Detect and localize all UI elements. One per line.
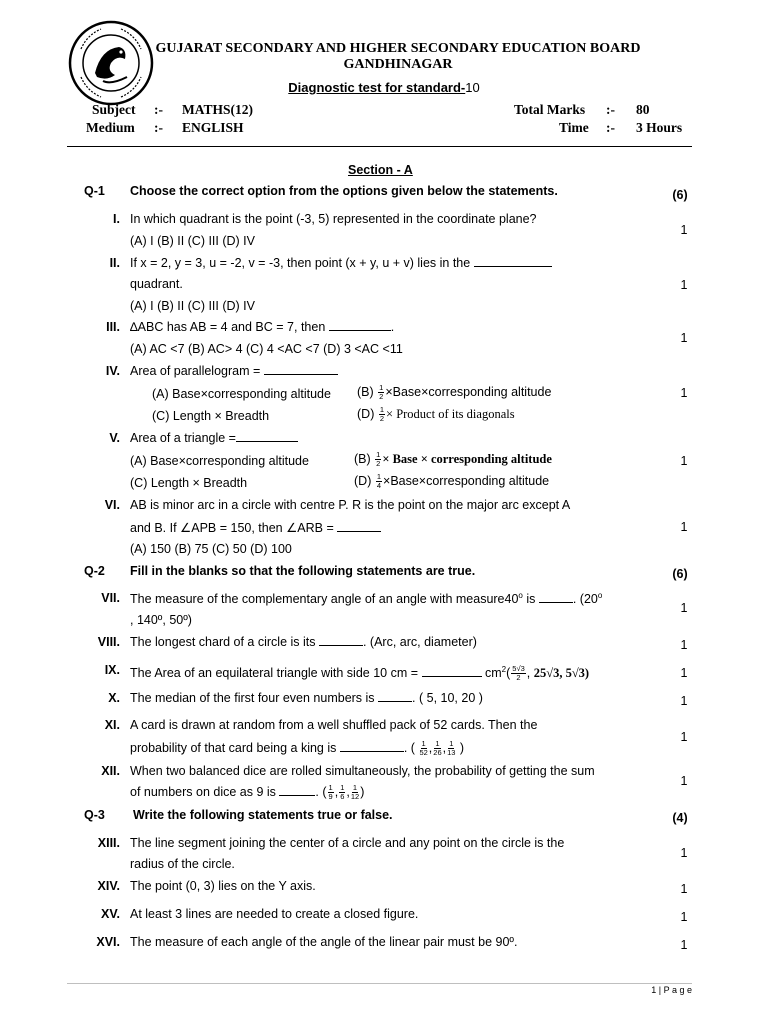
medium-value: ENGLISH <box>182 120 244 135</box>
item-text: When two balanced dice are rolled simultaneously, the probability of getting the sum <box>130 764 595 778</box>
q2-instruction: Fill in the blanks so that the following statements are true. <box>130 564 476 578</box>
answer-blank <box>378 691 412 702</box>
answer-blank <box>539 592 573 603</box>
time-value: 3 Hours <box>636 120 683 135</box>
item-text-b: . ( <box>403 740 415 755</box>
item-text-cont: of numbers on dice as 9 is <box>130 784 276 799</box>
time-sep: :- <box>606 120 615 135</box>
item-number: III. <box>106 320 120 334</box>
option-b-label: (B) <box>357 384 374 399</box>
option-d-label: (D) <box>354 473 372 488</box>
item-text-cont: radius of the circle. <box>130 857 235 871</box>
test-title <box>0 80 768 95</box>
q3-instruction: Write the following statements true or false. <box>133 808 393 822</box>
item-marks: 1 <box>680 846 688 860</box>
item-number: X. <box>108 691 120 705</box>
item-marks: 1 <box>680 774 688 788</box>
time-label: Time <box>559 120 589 135</box>
option-b-label: (B) <box>354 451 371 466</box>
item-text-b: is <box>522 592 536 607</box>
item-text: The median of the first four even numbers is <box>130 691 375 705</box>
option-d-text: × Product of its diagonals <box>386 406 515 421</box>
item-number: VII. <box>101 591 120 605</box>
item-marks: 1 <box>680 278 688 292</box>
option-b-text: ×Base×corresponding altitude <box>385 384 552 399</box>
q1-instruction: Choose the correct option from the options given below the statements. <box>130 184 558 198</box>
item-marks: 1 <box>680 386 688 400</box>
total-marks-label: Total Marks <box>514 102 586 117</box>
item-text: The line segment joining the center of a circle and any point on the circle is the <box>130 836 565 850</box>
item-options: (A) I (B) II (C) III (D) IV <box>130 299 255 313</box>
item-text-cont: , 140º, 50º) <box>130 613 192 627</box>
item-marks: 1 <box>680 730 688 744</box>
medium-sep: :- <box>154 120 163 135</box>
q1-number: Q-1 <box>84 184 105 198</box>
answer-blank <box>337 521 381 532</box>
item-marks: 1 <box>680 223 688 237</box>
answer-blank <box>236 431 298 442</box>
item-marks: 1 <box>680 694 688 708</box>
subject-value: MATHS(12) <box>182 102 253 117</box>
footer-divider <box>67 983 692 984</box>
test-standard: 10 <box>465 80 480 95</box>
item-text: Area of parallelogram = <box>130 364 261 378</box>
option-b-text: × Base × corresponding altitude <box>382 451 552 466</box>
item-number: XI. <box>104 718 120 732</box>
test-title-text: Diagnostic test for standard- <box>288 80 466 95</box>
q3-marks: (4) <box>672 811 688 825</box>
option-c: (C) Length × Breadth <box>130 476 248 490</box>
item-marks: 1 <box>680 520 688 534</box>
item-unit: cm <box>484 666 502 681</box>
answer-blank <box>340 741 404 752</box>
item-text: The measure of the complementary angle of an angle with measure40 <box>130 592 519 607</box>
page-number: 1 | P a g e <box>651 985 692 995</box>
item-text: ∆ABC has AB = 4 and BC = 7, then <box>130 320 326 334</box>
item-number: IV. <box>105 364 120 378</box>
item-text: The longest chard of a circle is its <box>130 635 316 649</box>
item-text-b: . (Arc, arc, diameter) <box>362 635 477 649</box>
item-marks: 1 <box>680 910 688 924</box>
board-city: GANDHINAGAR <box>343 57 453 72</box>
item-text-b: . <box>315 784 319 799</box>
item-marks: 1 <box>680 638 688 652</box>
item-options: (A) I (B) II (C) III (D) IV <box>130 234 255 248</box>
item-number: V. <box>109 431 120 445</box>
item-text: In which quadrant is the point (-3, 5) represented in the coordinate plane? <box>130 212 537 226</box>
board-name: GUJARAT SECONDARY AND HIGHER SECONDARY EDUCATION BOARD <box>155 41 641 56</box>
option-a: (A) Base×corresponding altitude <box>130 454 309 468</box>
item-text: The measure of each angle of the angle of the linear pair must be 90º. <box>130 935 518 949</box>
item-number: II. <box>109 256 120 270</box>
item-text: The point (0, 3) lies on the Y axis. <box>130 879 316 893</box>
item-number: XVI. <box>96 935 120 949</box>
item-text: Area of a triangle = <box>130 431 236 445</box>
item-text: AB is minor arc in a circle with centre P. R is the point on the major arc except A <box>130 498 571 512</box>
item-marks: 1 <box>680 666 688 680</box>
item-text-cont: probability of that card being a king is <box>130 740 337 755</box>
item-number: XV. <box>100 907 120 921</box>
q3-number: Q-3 <box>84 808 105 822</box>
subject-label: Subject <box>92 102 136 117</box>
item-options: 25√3, 5√3) <box>533 666 590 681</box>
option-d-text: ×Base×corresponding altitude <box>383 473 550 488</box>
item-number: XIV. <box>97 879 120 893</box>
q1-marks: (6) <box>672 188 688 202</box>
answer-blank <box>279 785 315 796</box>
medium-label: Medium <box>86 120 135 135</box>
answer-blank <box>329 320 391 331</box>
item-number: IX. <box>104 663 120 677</box>
item-text: The Area of an equilateral triangle with side 10 cm = <box>130 666 419 681</box>
total-marks-sep: :- <box>606 102 615 117</box>
section-title: Section - A <box>348 163 413 177</box>
q2-marks: (6) <box>672 567 688 581</box>
item-marks: 1 <box>680 601 688 615</box>
option-d-label: (D) <box>357 406 375 421</box>
answer-blank <box>319 635 363 646</box>
answer-blank <box>474 256 552 267</box>
answer-blank <box>422 666 482 677</box>
item-marks: 1 <box>680 882 688 896</box>
item-text: At least 3 lines are needed to create a closed figure. <box>130 907 419 921</box>
option-c: (C) Length × Breadth <box>152 409 270 423</box>
item-text: A card is drawn at random from a well shuffled pack of 52 cards. Then the <box>130 718 538 732</box>
item-options: (A) 150 (B) 75 (C) 50 (D) 100 <box>130 542 292 556</box>
item-number: XII. <box>101 764 120 778</box>
item-marks: 1 <box>680 454 688 468</box>
item-text: If x = 2, y = 3, u = -2, v = -3, then point (x + y, u + v) lies in the <box>130 256 471 270</box>
q2-number: Q-2 <box>84 564 105 578</box>
item-options: (A) AC <7 (B) AC> 4 (C) 4 <AC <7 (D) 3 <AC <11 <box>130 342 403 356</box>
item-number: I. <box>113 212 120 226</box>
item-marks: 1 <box>680 938 688 952</box>
total-marks-value: 80 <box>636 102 650 117</box>
item-text-c: . (20 <box>572 592 598 607</box>
item-text-cont: and B. If ∠APB = 150, then ∠ARB = <box>130 521 334 535</box>
item-number: VIII. <box>97 635 120 649</box>
header-divider <box>67 146 692 147</box>
item-marks: 1 <box>680 331 688 345</box>
option-a: (A) Base×corresponding altitude <box>152 387 331 401</box>
item-text-b: . ( 5, 10, 20 ) <box>412 691 483 705</box>
answer-blank <box>264 364 338 375</box>
item-number: XIII. <box>97 836 120 850</box>
item-number: VI. <box>104 498 120 512</box>
item-text-cont: quadrant. <box>130 277 183 291</box>
subject-sep: :- <box>154 102 163 117</box>
